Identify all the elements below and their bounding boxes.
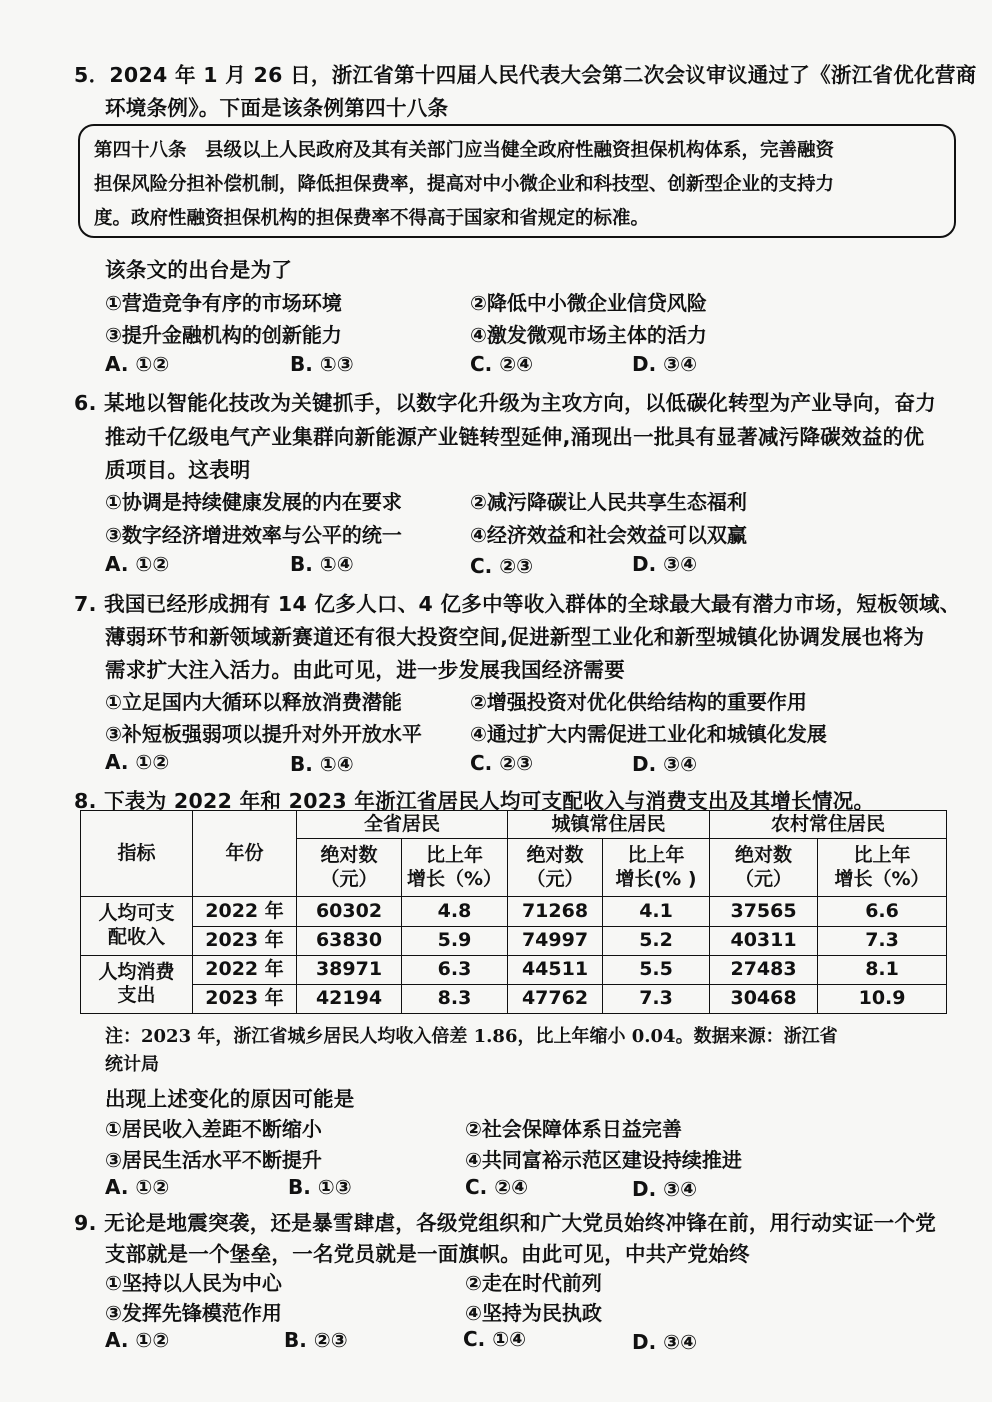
table-row: [81, 897, 947, 926]
header-indicator: 指标: [81, 811, 193, 897]
q6-choice-d: D. ③④: [632, 552, 698, 576]
cell-value: 6.6: [818, 897, 947, 926]
cell-value: 5.9: [402, 926, 508, 955]
q5-option-3: ③提升金融机构的创新能力: [105, 323, 342, 347]
q8-note-line1: 注：2023 年，浙江省城乡居民人均收入倍差 1.86，比上年缩小 0.04。数据来源：浙江省: [105, 1026, 838, 1047]
q9-option-4: ④坚持为民执政: [465, 1301, 602, 1325]
q5-article-line3: 度。政府性融资担保机构的担保费率不得高于国家和省规定的标准。: [94, 208, 650, 229]
q7-option-1: ①立足国内大循环以释放消费潜能: [105, 690, 402, 714]
q8-choice-b: B. ①③: [288, 1175, 352, 1199]
q5-choice-b: B. ①③: [290, 352, 354, 376]
q8-option-1: ①居民收入差距不断缩小: [105, 1117, 322, 1141]
header-growth-urban: 比上年 增长(% ): [603, 839, 710, 897]
q7-choice-d: D. ③④: [632, 752, 698, 776]
q9-stem-line2: 支部就是一个堡垒，一名党员就是一面旗帜。由此可见，中共产党始终: [105, 1242, 750, 1266]
header-growth-province: 比上年 增长（%）: [402, 839, 508, 897]
header-abs-urban: 绝对数 （元）: [508, 839, 603, 897]
q6-stem-line2: 推动千亿级电气产业集群向新能源产业链转型延伸,涌现出一批具有显著减污降碳效益的优: [105, 425, 925, 449]
q5-choice-c: C. ②④: [470, 352, 534, 376]
q7-choice-c: C. ②③: [470, 751, 534, 775]
cell-value: 37565: [710, 897, 818, 926]
header-province: 全省居民: [297, 811, 508, 839]
table-row: [81, 926, 947, 955]
q5-choice-d: D. ③④: [632, 352, 698, 376]
q5-option-2: ②降低中小微企业信贷风险: [470, 291, 707, 315]
q5-article-box: [78, 124, 956, 238]
q6-choice-c: C. ②③: [470, 554, 534, 578]
cell-value: 74997: [508, 926, 603, 955]
cell-value: 8.3: [402, 984, 508, 1013]
q5-article-line1: 第四十八条 县级以上人民政府及其有关部门应当健全政府性融资担保机构体系，完善融资: [94, 140, 835, 161]
q6-stem-line3: 质项目。这表明: [105, 458, 251, 482]
q8-option-4: ④共同富裕示范区建设持续推进: [465, 1148, 742, 1172]
q6-choice-a: A. ①②: [105, 552, 170, 576]
q8-choice-c: C. ②④: [465, 1175, 529, 1199]
cell-year: 2023 年: [193, 984, 297, 1013]
q7-option-3: ③补短板强弱项以提升对外开放水平: [105, 722, 422, 746]
q5-article-line2: 担保风险分担补偿机制，降低担保费率，提高对中小微企业和科技型、创新型企业的支持力: [94, 174, 835, 195]
cell-value: 5.2: [603, 926, 710, 955]
cell-value: 30468: [710, 984, 818, 1013]
cell-year: 2023 年: [193, 926, 297, 955]
header-growth-rural: 比上年 增长（%）: [818, 839, 947, 897]
q8-choice-a: A. ①②: [105, 1175, 170, 1199]
q5-stem-line2: 环境条例》。下面是该条例第四十八条: [105, 96, 449, 120]
cell-year: 2022 年: [193, 955, 297, 984]
row-label-spending: 人均消费 支出: [81, 955, 193, 1013]
q9-choice-d: D. ③④: [632, 1330, 698, 1354]
cell-year: 2022 年: [193, 897, 297, 926]
cell-value: 4.8: [402, 897, 508, 926]
q8-stem: 8. 下表为 2022 年和 2023 年浙江省居民人均可支配收入与消费支出及其增长情况。: [74, 789, 875, 813]
table-row: [81, 984, 947, 1013]
q8-option-3: ③居民生活水平不断提升: [105, 1148, 322, 1172]
table-row: [81, 955, 947, 984]
cell-value: 5.5: [603, 955, 710, 984]
header-abs-rural: 绝对数 （元）: [710, 839, 818, 897]
q9-option-2: ②走在时代前列: [465, 1271, 602, 1295]
cell-value: 63830: [297, 926, 402, 955]
q8-question: 出现上述变化的原因可能是: [105, 1087, 355, 1111]
q6-option-4: ④经济效益和社会效益可以双赢: [470, 523, 747, 547]
cell-value: 7.3: [818, 926, 947, 955]
q6-option-3: ③数字经济增进效率与公平的统一: [105, 523, 402, 547]
q6-option-1: ①协调是持续健康发展的内在要求: [105, 490, 402, 514]
cell-value: 60302: [297, 897, 402, 926]
q5-stem-line1: 5．2024 年 1 月 26 日，浙江省第十四届人民代表大会第二次会议审议通过了《浙江省优化营商: [74, 63, 977, 87]
cell-value: 44511: [508, 955, 603, 984]
q6-option-2: ②减污降碳让人民共享生态福利: [470, 490, 747, 514]
q7-stem-line1: 7. 我国已经形成拥有 14 亿多人口、4 亿多中等收入群体的全球最大最有潜力市场，短板领域、: [74, 592, 961, 616]
q7-stem-line3: 需求扩大注入活力。由此可见，进一步发展我国经济需要: [105, 658, 625, 682]
header-year: 年份: [193, 811, 297, 897]
q9-option-1: ①坚持以人民为中心: [105, 1271, 282, 1295]
header-rural: 农村常住居民: [710, 811, 947, 839]
q9-choice-c: C. ①④: [463, 1327, 527, 1351]
q5-option-4: ④激发微观市场主体的活力: [470, 323, 707, 347]
cell-value: 42194: [297, 984, 402, 1013]
q8-note-line2: 统计局: [105, 1054, 159, 1075]
q8-choice-d: D. ③④: [632, 1177, 698, 1201]
cell-value: 4.1: [603, 897, 710, 926]
q5-option-1: ①营造竞争有序的市场环境: [105, 291, 342, 315]
q9-choice-a: A. ①②: [105, 1328, 170, 1352]
q7-stem-line2: 薄弱环节和新领域新赛道还有很大投资空间,促进新型工业化和新型城镇化协调发展也将为: [105, 625, 925, 649]
q5-question: 该条文的出台是为了: [105, 258, 293, 282]
header-abs-province: 绝对数 （元）: [297, 839, 402, 897]
q9-option-3: ③发挥先锋模范作用: [105, 1301, 282, 1325]
q8-option-2: ②社会保障体系日益完善: [465, 1117, 682, 1141]
cell-value: 8.1: [818, 955, 947, 984]
q9-stem-line1: 9. 无论是地震突袭，还是暴雪肆虐，各级党组织和广大党员始终冲锋在前，用行动实证一个党: [74, 1211, 937, 1235]
cell-value: 27483: [710, 955, 818, 984]
q7-option-4: ④通过扩大内需促进工业化和城镇化发展: [470, 722, 827, 746]
row-label-income: 人均可支 配收入: [81, 897, 193, 955]
cell-value: 71268: [508, 897, 603, 926]
header-urban: 城镇常住居民: [508, 811, 710, 839]
cell-value: 40311: [710, 926, 818, 955]
q7-choice-b: B. ①④: [290, 752, 354, 776]
cell-value: 47762: [508, 984, 603, 1013]
q9-choice-b: B. ②③: [284, 1328, 348, 1352]
q5-choice-a: A. ①②: [105, 352, 170, 376]
q7-option-2: ②增强投资对优化供给结构的重要作用: [470, 690, 807, 714]
cell-value: 38971: [297, 955, 402, 984]
q6-stem-line1: 6. 某地以智能化技改为关键抓手，以数字化升级为主攻方向，以低碳化转型为产业导向，奋力: [74, 391, 937, 415]
q7-choice-a: A. ①②: [105, 750, 170, 774]
cell-value: 7.3: [603, 984, 710, 1013]
q6-choice-b: B. ①④: [290, 552, 354, 576]
income-expenditure-table: [80, 810, 947, 1014]
cell-value: 6.3: [402, 955, 508, 984]
cell-value: 10.9: [818, 984, 947, 1013]
